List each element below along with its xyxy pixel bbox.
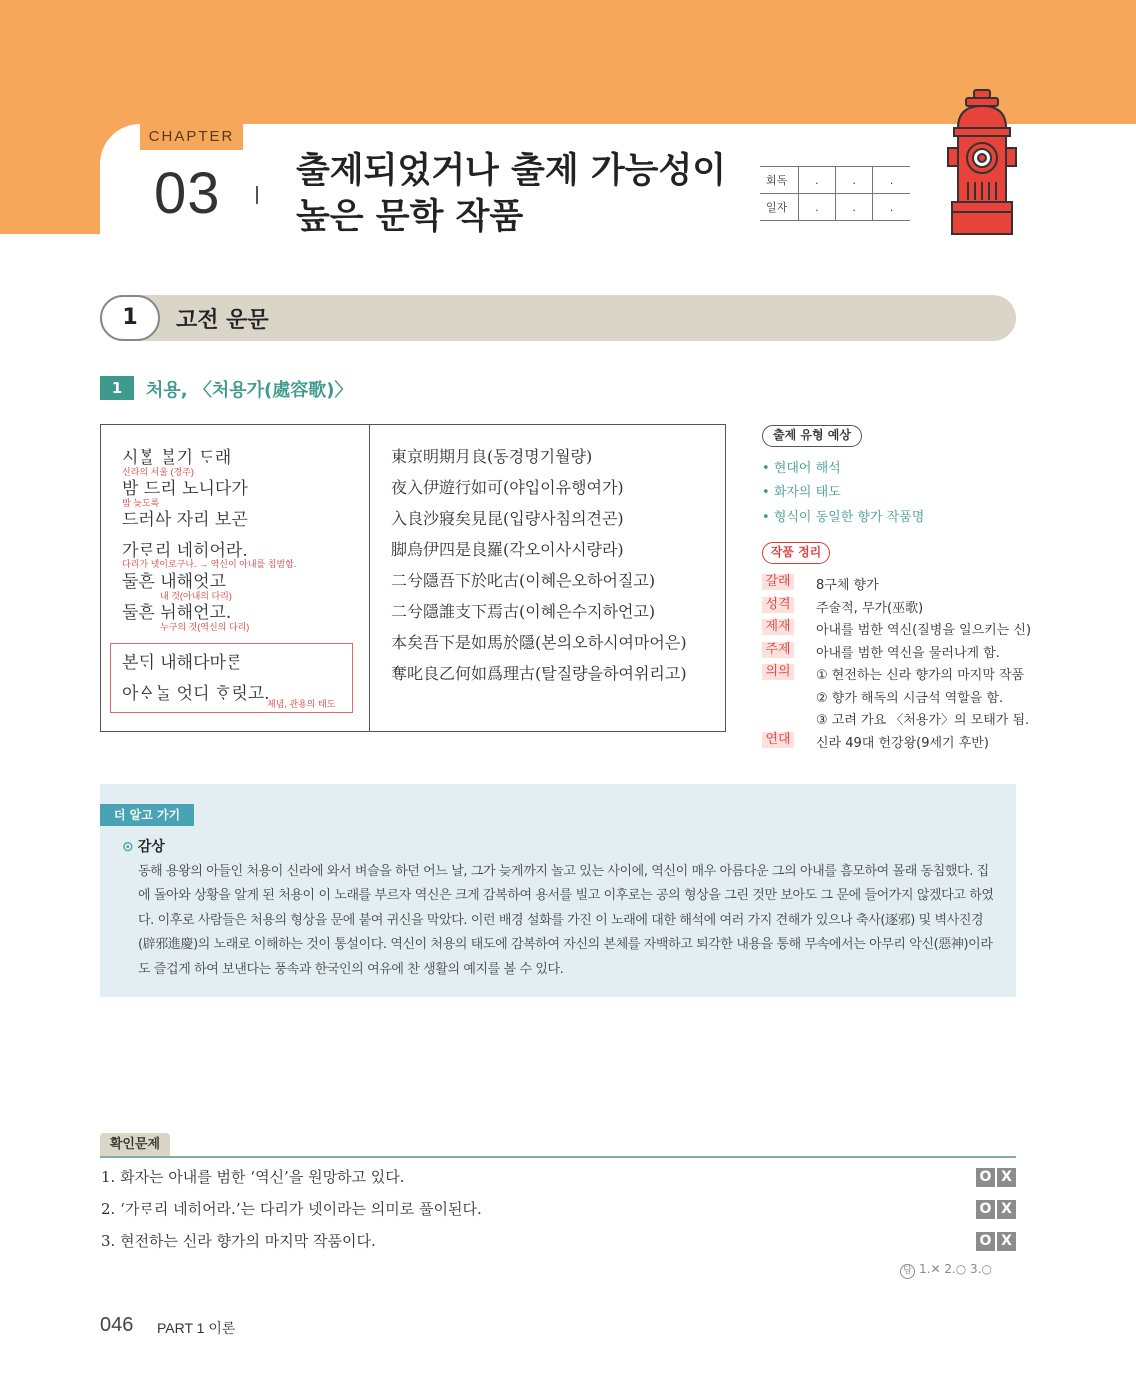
- study-log-cell[interactable]: .: [873, 167, 910, 194]
- poem-line: 밤 드리 노니다가: [122, 479, 248, 499]
- summary-key: 주제: [762, 642, 794, 658]
- page-number: 046: [100, 1314, 134, 1336]
- question-item: 1. 화자는 아내를 범한 ‘역신’을 원망하고 있다.: [101, 1168, 405, 1186]
- poem-note: 신라의 서울 (경주): [122, 467, 194, 477]
- ox-choice: [976, 1200, 1016, 1219]
- ox-choice: [976, 1232, 1016, 1251]
- chapter-title-line1: 출제되었거나 출제 가능성이: [296, 151, 727, 191]
- hanja-line: 東京明期月良(동경명기월량): [391, 447, 593, 466]
- summary-value: ② 향가 해독의 시금석 역할을 함.: [816, 691, 1004, 706]
- ox-choice: [976, 1168, 1016, 1187]
- x-choice-button[interactable]: X: [997, 1168, 1016, 1187]
- check-question-tag: 확인문제: [100, 1133, 170, 1156]
- question-item: 2. ‘가ᄅᆞ리 네히어라.’는 다리가 넷이라는 의미로 풀이된다.: [101, 1200, 482, 1218]
- poem-note: 체념, 관용의 태도: [267, 699, 336, 709]
- summary-value: 주술적, 무가(巫歌): [816, 601, 924, 616]
- exam-type-item: • 화자의 태도: [762, 485, 841, 500]
- poem-note: 밤 늦도록: [122, 498, 160, 508]
- chapter-label: CHAPTER: [140, 124, 243, 150]
- question-item: 3. 현전하는 신라 향가의 마지막 작품이다.: [101, 1232, 376, 1250]
- hanja-line: 二兮隱誰支下焉古(이혜은수지하언고): [391, 602, 656, 621]
- study-log-cell[interactable]: .: [798, 194, 835, 221]
- x-choice-button[interactable]: X: [997, 1232, 1016, 1251]
- part-label: PART 1 이론: [157, 1320, 236, 1336]
- o-choice-button[interactable]: O: [976, 1232, 995, 1251]
- section-title: 고전 운문: [176, 308, 269, 333]
- o-choice-button[interactable]: O: [976, 1168, 995, 1187]
- hanja-line: 入良沙寢矣見昆(입량사침의견곤): [391, 509, 624, 528]
- exam-type-item: • 형식이 동일한 향가 작품명: [762, 510, 925, 525]
- poem-line: 본ᄃᆡ 내해다마ᄅᆞᆫ: [122, 653, 243, 673]
- summary-key: 갈래: [762, 574, 794, 590]
- subsection-number: 1: [100, 376, 134, 400]
- study-log-table: [760, 166, 910, 221]
- chapter-title: [296, 148, 726, 240]
- exam-type-item: • 현대어 해석: [762, 461, 841, 476]
- answer-icon: 답: [900, 1264, 915, 1279]
- section-number: 1: [100, 295, 160, 341]
- poem-note: 다리가 넷이로구나. → 역신이 아내를 침범함.: [122, 559, 297, 569]
- summary-value: ③ 고려 가요 〈처용가〉의 모태가 됨.: [816, 713, 1030, 728]
- chapter-number: 03: [154, 161, 221, 226]
- appreciation-text: 동해 용왕의 아들인 처용이 신라에 와서 벼슬을 하던 어느 날, 그가 늦게까지 놀고 있는 사이에, 역신이 매우 아름다운 그의 아내를 흠모하여 몰래 동침했다. 집에 돌아와 상황을 알게 된 처용이 이 노래를 부르자 역신은 크게 감복하여 용서를 빌고 이후로는 공의 형상을 그린 것만 보아도 그 문에 들어가지 않겠다고 하였다. 이후로 사람들은 처용의 형상을 문에 붙여 귀신을 막았다. 이런 배경 설화를 가진 이 노래에 대한 해석에 여러 가지 견해가 있으나 축사(逐邪) 및 벽사진경(辟邪進慶)의 노래로 이해하는 것이 통설이다. 역신이 처용의 태도에 감복하여 자신의 본체를 자백하고 퇴각한 내용을 통해 무속에서는 아무리 악신(惡神)이라도 즐겁게 하여 보낸다는 풍속과 한국인의 여유에 찬 생활의 예지를 볼 수 있다.: [138, 864, 994, 977]
- work-summary-label: 작품 정리: [762, 542, 830, 564]
- subsection-title: 처용, 〈처용가(處容歌)〉: [146, 380, 353, 401]
- summary-key: 연대: [762, 732, 794, 748]
- summary-key: 의의: [762, 664, 794, 680]
- poem-line: 아ᅀᆞᄂᆞᆯ 엇디 ᄒᆞ릿고.: [122, 684, 270, 704]
- hanja-line: 奪叱良乙何如爲理古(탈질량을하여위리고): [391, 664, 687, 683]
- poem-line: 둘흔 내해엇고: [122, 572, 226, 592]
- o-choice-button[interactable]: O: [976, 1200, 995, 1219]
- chapter-title-line2: 높은 문학 작품: [296, 197, 524, 237]
- hanja-line: 二兮隱吾下於叱古(이혜은오하어질고): [391, 571, 656, 590]
- poem-note: 누구의 것(역신의 다리): [160, 622, 250, 632]
- poem-line: 가ᄅᆞ리 네히어라.: [122, 541, 248, 561]
- study-log-cell[interactable]: .: [835, 167, 872, 194]
- summary-value: 8구체 향가: [816, 578, 879, 593]
- summary-value: 신라 49대 헌강왕(9세기 후반): [816, 736, 989, 751]
- poem-line: 둘흔 뉘해언고.: [122, 603, 232, 623]
- study-log-label: 회독: [760, 167, 798, 194]
- check-question-rule: [100, 1156, 1016, 1158]
- hanja-line: 本矣吾下是如馬於隱(본의오하시여마어은): [391, 633, 687, 652]
- hanja-line: 夜入伊遊行如可(야입이유행여가): [391, 478, 624, 497]
- summary-value: 아내를 범한 역신을 물러나게 함.: [816, 646, 1000, 661]
- study-log-cell[interactable]: .: [873, 194, 910, 221]
- more-info-tag: 더 알고 가기: [100, 804, 194, 826]
- summary-key: 성격: [762, 597, 794, 613]
- x-choice-button[interactable]: X: [997, 1200, 1016, 1219]
- exam-type-label: 출제 유형 예상: [762, 425, 862, 447]
- appreciation-heading: ⊙ 감상: [122, 839, 165, 855]
- poem-line: 드러ᅀᅡ 자리 보곤: [122, 510, 248, 530]
- study-log-label: 일자: [760, 194, 798, 221]
- hanja-line: 脚烏伊四是良羅(각오이사시량라): [391, 540, 624, 559]
- summary-value: ① 현전하는 신라 향가의 마지막 작품: [816, 668, 1025, 683]
- summary-key: 제재: [762, 619, 794, 635]
- target-icon: ⊙: [122, 839, 134, 855]
- study-log-cell[interactable]: .: [798, 167, 835, 194]
- poem-line: 시ᄫᆞᆯ ᄇᆞᆯ기 ᄃᆞ래: [122, 448, 232, 468]
- poem-divider: [369, 424, 370, 732]
- summary-value: 아내를 범한 역신(질병을 일으키는 신): [816, 623, 1032, 638]
- poem-note: 내 것(아내의 다리): [160, 591, 232, 601]
- study-log-cell[interactable]: .: [835, 194, 872, 221]
- chapter-separator: [256, 186, 258, 204]
- fire-hydrant-icon: [944, 88, 1020, 236]
- answer-key: 답 1.✕ 2.○ 3.○: [900, 1262, 992, 1279]
